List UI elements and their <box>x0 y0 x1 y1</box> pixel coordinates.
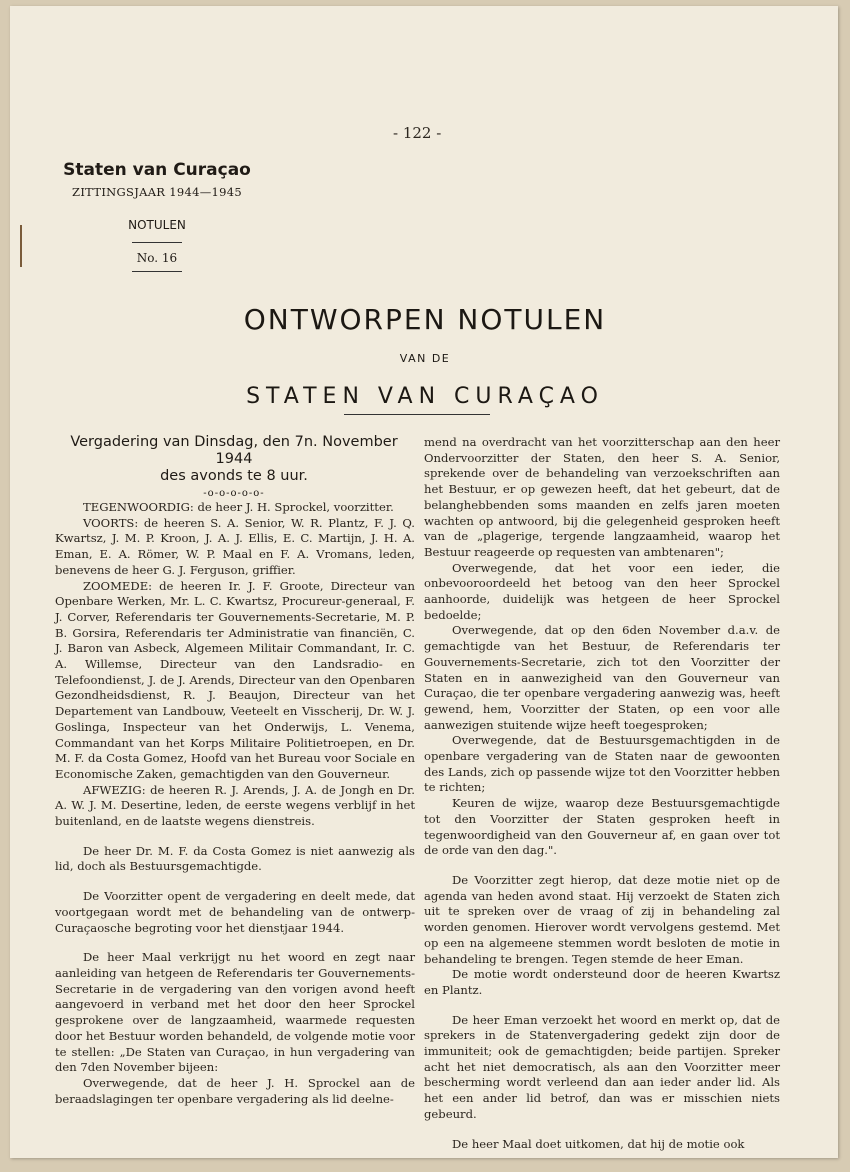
paragraph-maal-motie: De heer Maal verkrijgt nu het woord en zegt naar aanleiding van hetgeen de Referendaris ter Gouvernements-Secretarie in de vergadering van den vorigen avond heeft aangevoerd in verband met het door den heer Sprockel gesprokene over de langzaamheid, waarmede requesten door het Bestuur worden behandeld, de volgende motie voor te stellen: „De Staten van Curaçao, in hun vergadering van den 7den November bijeen: <box>55 950 415 1075</box>
header-session: ZITTINGSJAAR 1944—1945 <box>72 185 242 199</box>
paragraph-voorzitter-opent: De Voorzitter opent de vergadering en deelt mede, dat voortgegaan wordt met de behandeling van de ontwerp-Curaçaosche begroting voor het dienstjaar 1944. <box>55 889 415 935</box>
subtitle: VAN DE <box>399 352 451 365</box>
paragraph-voorts: VOORTS: de heeren S. A. Senior, W. R. Plantz, F. J. Q. Kwartsz, J. M. P. Kroon, J. A. J. Ellis, E. C. Martijn, J. H. A. Eman, E. A. Römer, W. P. Maal en F. A. Vromans, leden, benevens de heer G. J. Ferguson, griffier. <box>55 515 415 577</box>
header-divider-2 <box>132 271 182 272</box>
paragraph-overwegende-sprockel: Overwegende, dat de heer J. H. Sprockel aan de beraadslagingen ter openbare vergadering als lid deelne- <box>55 1075 415 1106</box>
meeting-line2: des avonds te 8 uur. <box>160 468 308 484</box>
left-column <box>55 500 415 1107</box>
meeting-heading <box>50 434 418 502</box>
paragraph-eman: De heer Eman verzoekt het woord en merkt op, dat de sprekers in de Statenvergadering gedekt zijn door de immuniteit; ook de gemachtigden; beide partijen. Spreker acht het niet democratisch, als aan den Voorzitter meer bescherming wordt verleend dan aan ieder ander lid. Als het een ander lid betrof, dan was er misschien niets gebeurd. <box>424 1012 780 1121</box>
margin-mark <box>20 225 22 267</box>
header-divider <box>132 242 182 243</box>
paragraph-maal-uitkomen: De heer Maal doet uitkomen, dat hij de motie ook <box>452 1136 745 1151</box>
paragraph-zoomede: ZOOMEDE: de heeren Ir. J. F. Groote, Directeur van Openbare Werken, Mr. L. C. Kwartsz, Procureur-generaal, F. J. Corver, Referendaris ter Gouvernements-Secretarie, M. P. B. Gorsira, Referendaris ter Administratie van financiën, C. J. Baron van Asbeck, Algemeen Militair Commandant, Ir. C. A. Willemse, Directeur van den Landsradio- en Telefoondienst, J. de J. Arends, Directeur van den Openbaren Gezondheidsdienst, R. J. Beaujon, Directeur van het Departement van Landbouw, Veeteelt en Visscherij, Dr. W. J. Goslinga, Inspecteur van het Onderwijs, L. Venema, Commandant van het Korps Militaire Politietroepen, en Dr. M. F. da Costa Gomez, Hoofd van het Bureau voor Sociale en Economische Zaken, gemachtigden van den Gouverneur. <box>55 578 415 781</box>
paragraph-tegenwoordig: TEGENWOORDIG: de heer J. H. Sprockel, voorzitter. <box>83 500 394 514</box>
header-title: Staten van Curaçao <box>63 160 251 180</box>
page-number: - 122 - <box>393 124 442 142</box>
header-rule <box>153 207 161 208</box>
paragraph-voorzitter-agenda: De Voorzitter zegt hierop, dat deze motie niet op de agenda van heden avond staat. Hij verzoekt de Staten zich uit te spreken over de vraag of zij in behandeling zal worden genomen. Hierover wordt vervolgens gestemd. Met op een na algemeene stemmen wordt besloten de motie in behandeling te brengen. Tegen stemde de heer Eman. <box>424 872 780 966</box>
header-notulen: NOTULEN <box>128 218 186 232</box>
header-number: No. 16 <box>136 251 178 265</box>
paragraph-overwegende-6den-november: Overwegende, dat op den 6den November d.a.v. de gemachtigde van het Bestuur, de Referendaris ter Gouvernements-Secretarie, zich tot den Voorzitter der Staten en in aanwezigheid van den Gouverneur van Curaçao, die ter openbare vergadering aanwezig was, heeft gewend, hem, Voorzitter der Staten, op een voor alle aanwezigen stuitende wijze heeft toegesproken; <box>424 623 780 732</box>
paragraph-continuation: mend na overdracht van het voorzitterschap aan den heer Ondervoorzitter der Staten, den heer S. A. Senior, sprekende over de behandeling van verzoekschriften aan het Bestuur, er op gewezen heeft, dat het gebeurt, dat de belanghebbenden soms maanden en zelfs jaren moeten wachten op antwoord, bij die gelegenheid gesproken heeft van de „plagerige, tergende langzaamheid, waarop het Bestuur reageerde op requesten van ambtenaren"; <box>424 435 780 559</box>
state-title: STATEN VAN CURAÇAO <box>246 384 604 409</box>
paragraph-da-costa-gomez: De heer Dr. M. F. da Costa Gomez is niet aanwezig als lid, doch als Bestuursgemachtigde. <box>55 843 415 874</box>
right-column <box>424 435 780 1152</box>
main-title: ONTWORPEN NOTULEN <box>243 303 607 336</box>
header-block <box>62 160 252 280</box>
state-title-underline <box>344 414 490 415</box>
paragraph-afwezig: AFWEZIG: de heeren R. J. Arends, J. A. de Jongh en Dr. A. W. J. M. Desertine, leden, de eerste wegens verblijf in het buitenland, en de laatste wegens dienstreis. <box>55 782 415 829</box>
paragraph-ondersteund: De motie wordt ondersteund door de heeren Kwartsz en Plantz. <box>424 967 780 997</box>
meeting-line1: Vergadering van Dinsdag, den 7n. November 1944 <box>70 434 398 467</box>
paragraph-overwegende-onbevooroordeeld: Overwegende, dat het voor een ieder, die onbevooroordeeld het betoog van den heer Sprockel aanhoorde, duidelijk was hetgeen de heer Sprockel bedoelde; <box>424 560 780 622</box>
paragraph-overwegende-bestuursgemachtigden: Overwegende, dat de Bestuursgemachtigden in de openbare vergadering van de Staten naar de gewoonten des Lands, zich op passende wijze tot den Voorzitter hebben te richten; <box>424 733 780 795</box>
meeting-separator: -o-o-o-o-o- <box>203 488 265 499</box>
paragraph-keuren: Keuren de wijze, waarop deze Bestuursgemachtigde tot den Voorzitter der Staten gesproken heeft in tegenwoordigheid van den Gouverneur af, en gaan over tot de orde van den dag.". <box>424 796 780 858</box>
